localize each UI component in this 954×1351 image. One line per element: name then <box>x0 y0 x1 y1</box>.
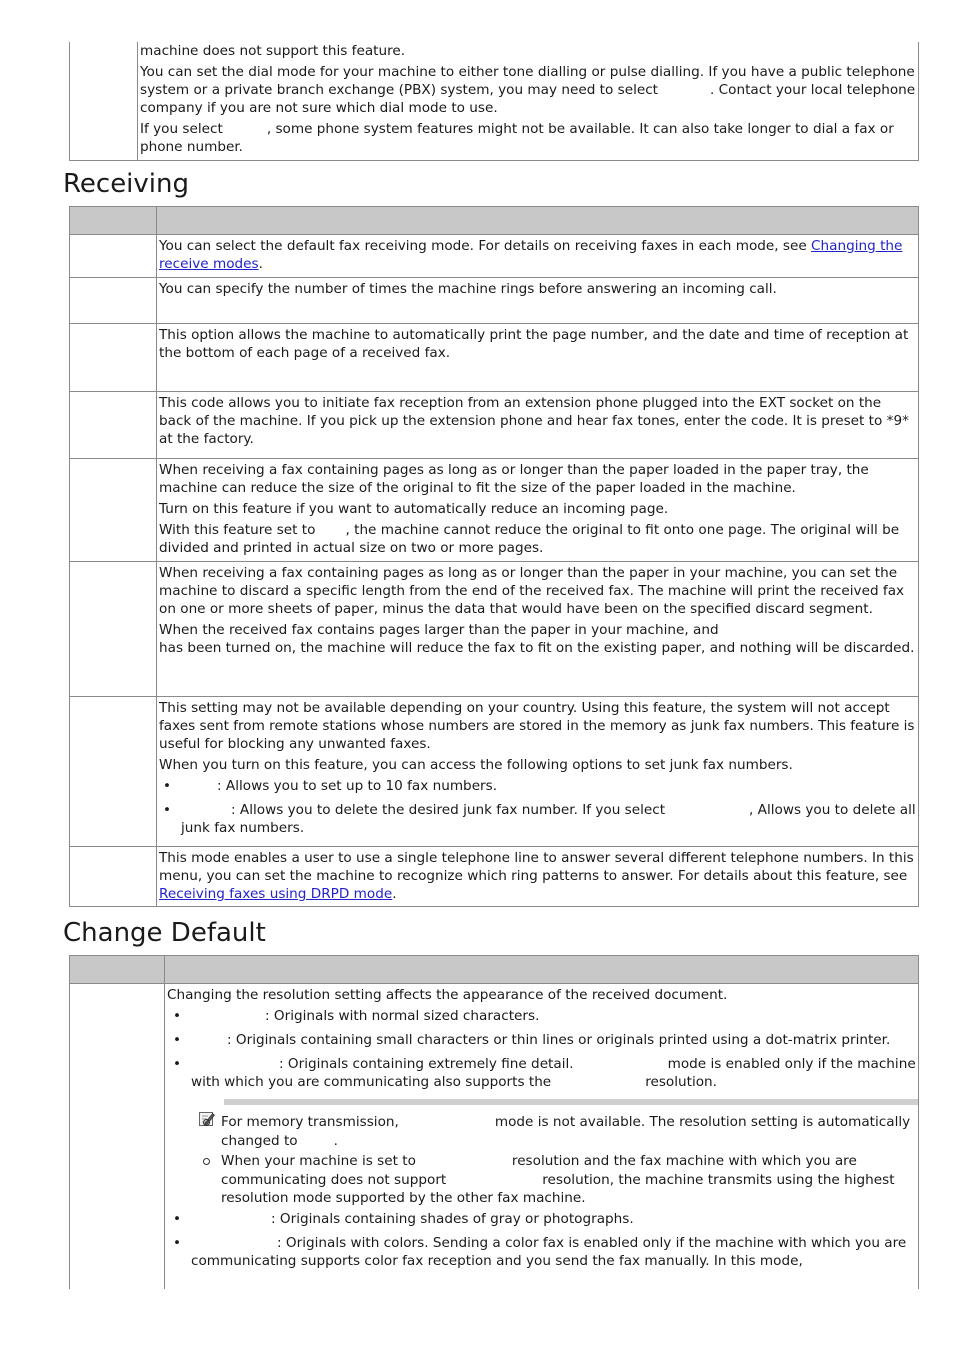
list-item: • : Allows you to delete the desired junk fax number. If you select , Allows you to delete all junk fax numbers. <box>159 801 916 837</box>
table-cell-label <box>70 324 157 392</box>
table-row <box>70 984 919 1290</box>
paragraph: This setting may not be available depending on your country. Using this feature, the system will not accept faxes sent from remote stations whose numbers are stored in the memory as junk fax numbers. This feature is useful for blocking any unwanted faxes. <box>159 700 915 752</box>
table-header-description <box>165 956 919 984</box>
list-item: • : Originals with colors. Sending a color fax is enabled only if the machine with which you are communicating supports color fax reception and you send the fax manually. In this mode, <box>169 1234 916 1270</box>
table-cell-description <box>165 984 919 1290</box>
table-cell-label <box>70 392 157 459</box>
paragraph: When the received fax contains pages larger than the paper in your machine, and has been turned on, the machine will reduce the fax to fit on the existing paper, and nothing will be discarded. <box>159 622 915 656</box>
table-cell-label <box>70 847 157 907</box>
table-cell-label <box>70 459 157 562</box>
paragraph: Turn on this feature if you want to automatically reduce an incoming page. <box>159 501 669 517</box>
list-item: • : Originals with normal sized characters. <box>169 1007 916 1025</box>
receiving-table <box>69 206 919 907</box>
table-row <box>70 278 919 324</box>
paragraph: Changing the resolution setting affects the appearance of the received document. <box>167 987 728 1003</box>
table-cell-description <box>157 562 919 697</box>
table-cell-label <box>70 562 157 697</box>
table-cell-label <box>70 984 165 1290</box>
table-row <box>70 324 919 392</box>
link-changing-receive-modes[interactable]: Changing the receive modes <box>159 238 903 272</box>
table-row <box>70 235 919 278</box>
table-header-row <box>70 956 919 984</box>
table-header-option <box>70 956 165 984</box>
change-default-table <box>69 955 919 1289</box>
table-cell-label <box>70 278 157 324</box>
paragraph: This mode enables a user to use a single telephone line to answer several different telephone numbers. In this menu, you can set the machine to recognize which ring patterns to answer. For details about this feature, see Receiving faxes using DRPD mode. <box>159 850 914 902</box>
table-header-row <box>70 207 919 235</box>
table-cell-description <box>157 235 919 278</box>
paragraph: If you select , some phone system features might not be available. It can also take longer to dial a fax or phone number. <box>140 121 894 155</box>
paragraph: This option allows the machine to automatically print the page number, and the date and time of reception at the bottom of each page of a received fax. <box>159 327 909 361</box>
table-header-option <box>70 207 157 235</box>
paragraph: When you turn on this feature, you can access the following options to set junk fax numbers. <box>159 757 793 773</box>
table-row <box>70 392 919 459</box>
list-item: • : Allows you to set up to 10 fax numbers. <box>159 777 916 795</box>
paragraph: You can select the default fax receiving mode. For details on receiving faxes in each mode, see Changing the receive modes. <box>159 238 903 272</box>
dial-mode-table <box>69 42 919 161</box>
note-box <box>195 1099 916 1208</box>
table-row <box>70 562 919 697</box>
junk-fax-options-list <box>159 777 916 837</box>
paragraph: With this feature set to , the machine cannot reduce the original to fit onto one page. The original will be divided and printed in actual size on two or more pages. <box>159 522 900 556</box>
section-heading-receiving: Receiving <box>63 169 190 199</box>
resolution-list-continued <box>169 1210 916 1270</box>
table-cell-description <box>138 42 919 161</box>
note-list <box>195 1113 916 1208</box>
link-receiving-faxes-drpd[interactable]: Receiving faxes using DRPD mode <box>159 886 393 902</box>
paragraph: You can set the dial mode for your machine to either tone dialling or pulse dialling. If you have a public telephone system or a private branch exchange (PBX) system, you may need to select . Contact your local telephone company if you are not sure which dial mode to use. <box>140 64 916 116</box>
paragraph: You can specify the number of times the machine rings before answering an incoming call. <box>159 281 777 297</box>
table-cell-description <box>157 847 919 907</box>
table-row <box>70 459 919 562</box>
table-cell-description <box>157 278 919 324</box>
table-cell-description <box>157 697 919 847</box>
table-cell-label <box>70 697 157 847</box>
list-item: • : Originals containing small characters or thin lines or originals printed using a dot-matrix printer. <box>169 1031 916 1049</box>
paragraph: This code allows you to initiate fax reception from an extension phone plugged into the EXT socket on the back of the machine. If you pick up the extension phone and hear fax tones, enter the code. It is preset to *9* at the factory. <box>159 395 909 447</box>
list-item: When your machine is set to resolution and the fax machine with which you are communicating does not support resolution, the machine transmits using the highest resolution mode supported by the other fax machine. <box>221 1152 916 1208</box>
list-item: • : Originals containing extremely fine detail. mode is enabled only if the machine with which you are communicating also supports the resolution. <box>169 1055 916 1091</box>
table-row <box>70 42 919 161</box>
table-cell-label <box>70 42 138 161</box>
list-item: • : Originals containing shades of gray or photographs. <box>169 1210 916 1228</box>
paragraph: machine does not support this feature. <box>140 43 406 59</box>
paragraph: When receiving a fax containing pages as long as or longer than the paper in your machine, you can set the machine to discard a specific length from the end of the received fax. The machine will print the received fax on one or more sheets of paper, minus the data that would have been on the specified discard segment. <box>159 565 905 617</box>
resolution-list <box>169 1007 916 1091</box>
table-header-description <box>157 207 919 235</box>
paragraph: When receiving a fax containing pages as long as or longer than the paper loaded in the paper tray, the machine can reduce the size of the original to fit the size of the paper loaded in the machine. <box>159 462 869 496</box>
table-cell-description <box>157 324 919 392</box>
table-cell-description <box>157 392 919 459</box>
table-row <box>70 847 919 907</box>
section-heading-change-default: Change Default <box>63 918 266 948</box>
table-cell-description <box>157 459 919 562</box>
table-row <box>70 697 919 847</box>
note-divider <box>224 1099 918 1105</box>
list-item: For memory transmission, mode is not available. The resolution setting is automatically changed to . <box>221 1113 916 1150</box>
table-cell-label <box>70 235 157 278</box>
